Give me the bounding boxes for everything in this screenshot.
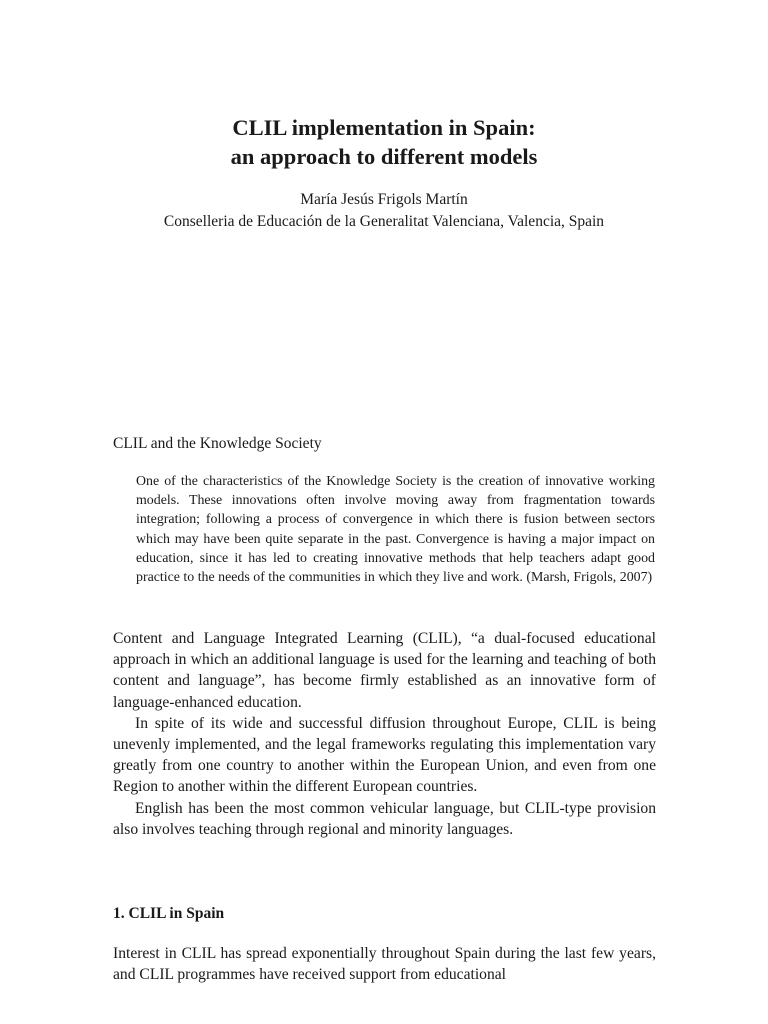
subsection-body	[113, 943, 656, 985]
document-title	[0, 113, 768, 171]
title-line-2: an approach to different models	[230, 144, 538, 169]
section-heading: CLIL and the Knowledge Society	[113, 435, 322, 452]
author-block	[0, 189, 768, 233]
paragraph: English has been the most common vehicular language, but CLIL-type provision also involves teaching through regional and minority languages.	[113, 799, 656, 838]
subsection-heading: 1. CLIL in Spain	[113, 905, 225, 922]
paragraph: Content and Language Integrated Learning (CLIL), “a dual-focused educational approach in which an additional language is used for the learning and teaching of both content and language”, has become firmly established as an innovative form of language-enhanced education.	[113, 630, 656, 711]
title-line-1: CLIL implementation in Spain:	[232, 115, 536, 140]
block-quote: One of the characteristics of the Knowledge Society is the creation of innovative working models. These innovations often involve moving away from fragmentation towards integration; following a process of convergence in which there is fusion between sectors which may have been quite separate in the past. Convergence is having a major impact on education, since it has led to creating innovative methods that help teachers adapt good practice to the needs of the communities in which they live and work. (Marsh, Frigols, 2007)	[136, 474, 655, 586]
author-name: María Jesús Frigols Martín	[300, 191, 468, 208]
body-text	[113, 628, 656, 840]
author-affiliation: Conselleria de Educación de la Generalitat Valenciana, Valencia, Spain	[163, 213, 605, 230]
paragraph: Interest in CLIL has spread exponentially throughout Spain during the last few years, and CLIL programmes have received support from educational	[113, 945, 656, 984]
paragraph: In spite of its wide and successful diffusion throughout Europe, CLIL is being unevenly implemented, and the legal frameworks regulating this implementation vary greatly from one country to another within the European Union, and even from one Region to another within the different European countries.	[113, 714, 656, 796]
